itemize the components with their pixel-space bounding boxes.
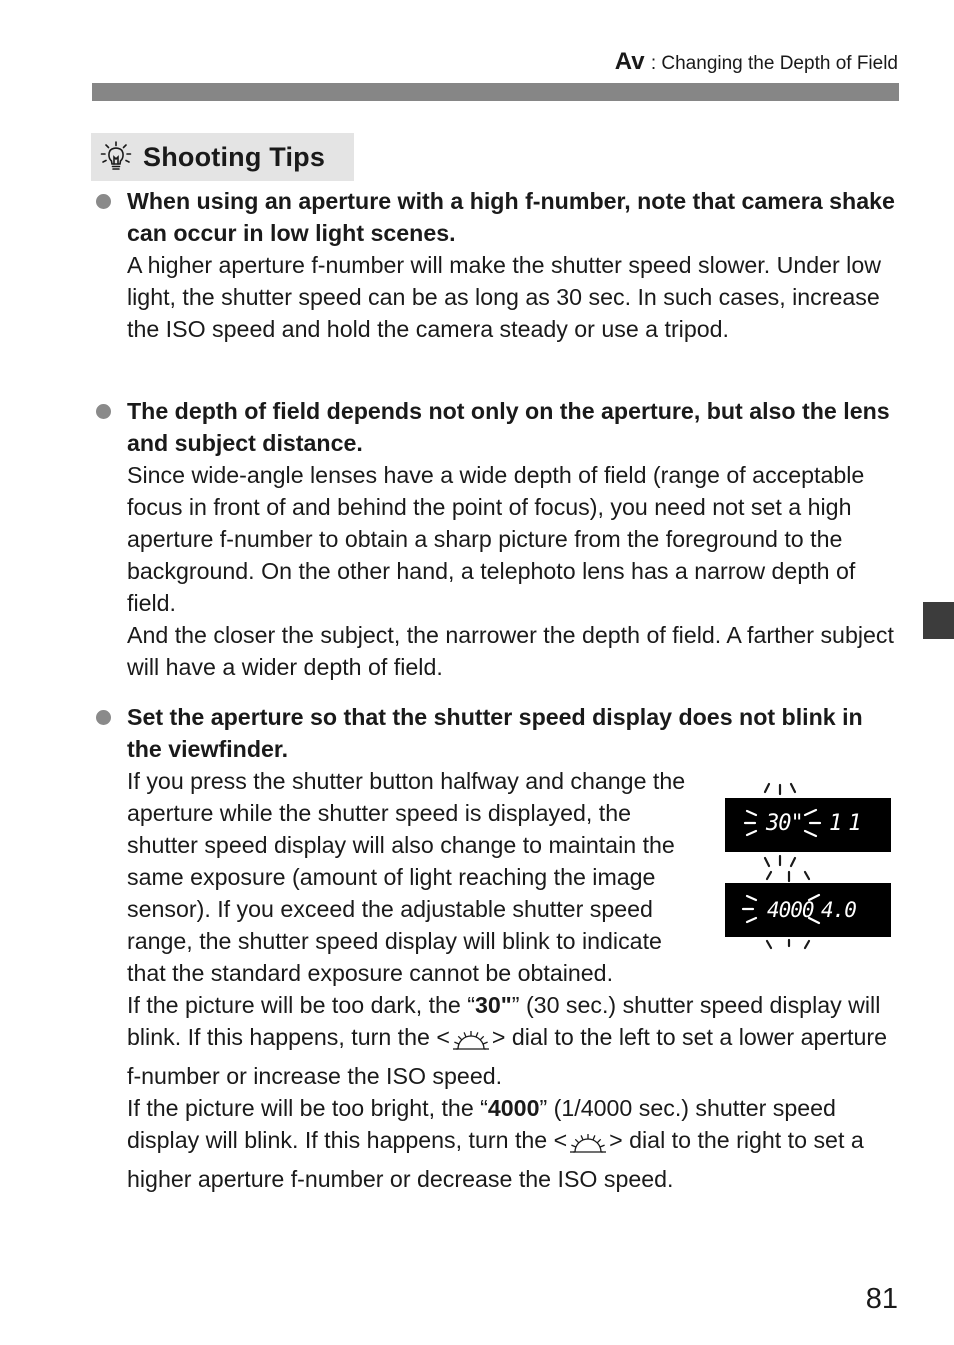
- chapter-tab: [923, 602, 954, 639]
- tip-block: [127, 395, 895, 683]
- text-run: Since wide-angle lenses have a wide depth of field (range of acceptable focus in front of and behind the point of focus), you need not set a high aperture f-number to obtain a sharp picture from the foreground to the background. On the other hand, a telephoto lens has a narrow depth of field.: [127, 462, 865, 616]
- tip-block: [127, 701, 895, 1195]
- tip-paragraph: [127, 989, 895, 1092]
- text-run: > dial to the left to set a lower aperture f-number or increase the ISO speed.: [127, 1024, 887, 1089]
- bullet-dot: [96, 194, 111, 209]
- bold-value: 30": [474, 992, 512, 1018]
- viewfinder-display-fast: [725, 883, 891, 937]
- tip-heading: The depth of field depends not only on the aperture, but also the lens and subject distance.: [127, 398, 890, 456]
- header-bar: [92, 83, 899, 101]
- bullet-dot: [96, 404, 111, 419]
- mode-label: Av: [614, 48, 645, 75]
- main-dial-icon: [568, 1131, 608, 1163]
- bold-value: 4000: [487, 1095, 540, 1121]
- text-run: ” (30 sec.) shutter speed display will blink. If this happens, turn the <: [127, 992, 881, 1050]
- tip-body: [127, 459, 895, 683]
- shutter-speed-readout: 30": [766, 811, 803, 836]
- section-title: : Changing the Depth of Field: [645, 53, 898, 74]
- viewfinder-display-slow: [725, 798, 891, 852]
- aperture-readout: 11: [829, 811, 868, 836]
- tip-paragraph: [127, 459, 895, 619]
- text-run: If you press the shutter button halfway and change the aperture while the shutter speed is displayed, the shutter speed display will also change to maintain the same exposure (amount of light reaching the image sensor). If you exceed the adjustable shutter speed range, the shutter speed display will blink to indicate that the standard exposure cannot be obtained.: [127, 768, 686, 986]
- tip-heading: Set the aperture so that the shutter speed display does not blink in the viewfinder.: [127, 704, 863, 762]
- shutter-speed-readout: 4000: [767, 898, 814, 922]
- tip-paragraph: [127, 249, 895, 345]
- tip-body: [127, 249, 895, 345]
- text-run: And the closer the subject, the narrower the depth of field. A farther subject will have a wider depth of field.: [127, 622, 894, 680]
- shooting-tips-box: [91, 133, 354, 181]
- page-number: 81: [865, 1283, 898, 1315]
- bullet-dot: [96, 710, 111, 725]
- main-dial-icon: [451, 1028, 491, 1060]
- aperture-readout: 4.0: [821, 898, 856, 922]
- tip-block: [127, 185, 895, 345]
- running-header: [615, 48, 898, 78]
- tip-heading: When using an aperture with a high f-number, note that camera shake can occur in low light scenes.: [127, 188, 895, 246]
- text-run: If the picture will be too bright, the “: [127, 1095, 488, 1121]
- text-run: If the picture will be too dark, the “: [127, 992, 475, 1018]
- lightbulb-icon: [99, 141, 133, 173]
- tip-paragraph: [127, 765, 702, 989]
- text-run: ” (1/4000 sec.) shutter speed display will blink. If this happens, turn the <: [127, 1095, 836, 1153]
- text-run: A higher aperture f-number will make the shutter speed slower. Under low light, the shutter speed can be as long as 30 sec. In such cases, increase the ISO speed and hold the camera steady or use a tripod.: [127, 252, 881, 342]
- text-run: > dial to the right to set a higher aperture f-number or decrease the ISO speed.: [127, 1127, 864, 1192]
- tip-paragraph: [127, 1092, 895, 1195]
- tip-paragraph: [127, 619, 895, 683]
- tips-title: Shooting Tips: [143, 141, 326, 172]
